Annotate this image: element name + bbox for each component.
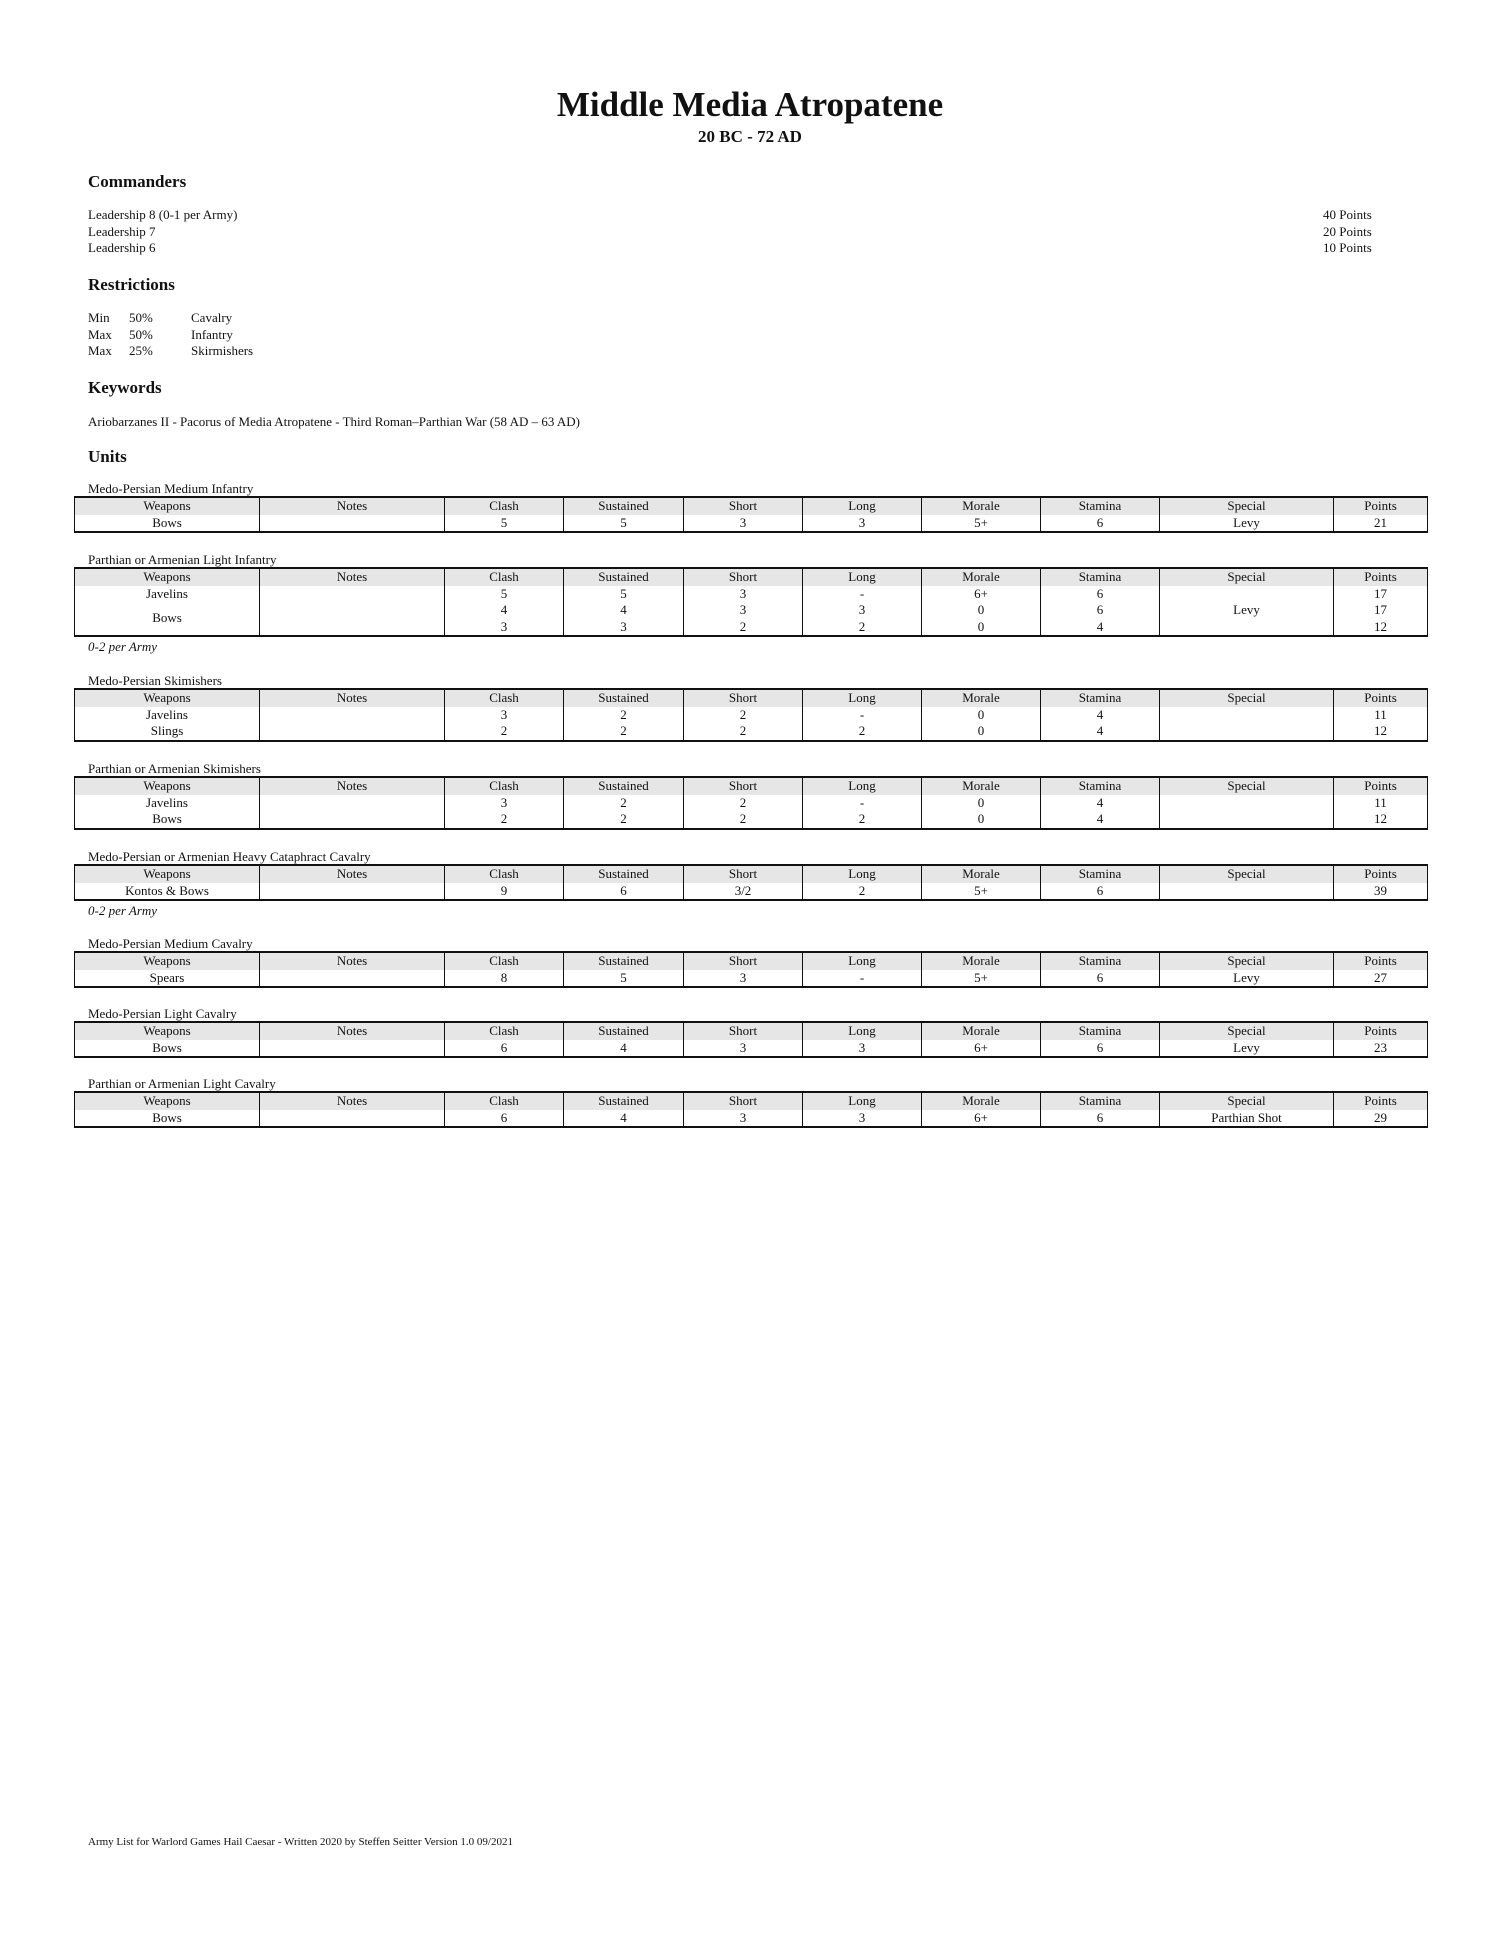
table-row (75, 515, 1428, 533)
cell-short: 3 (684, 1040, 803, 1058)
cell-notes (260, 707, 445, 724)
column-header-long: Long (803, 865, 922, 883)
column-header-sustained: Sustained (564, 497, 684, 515)
unit-stats-table (74, 1091, 1428, 1128)
column-header-points: Points (1334, 777, 1428, 795)
cell-points: 11 (1334, 707, 1428, 724)
cell-clash: 3 (445, 707, 564, 724)
cell-special: Parthian Shot (1160, 1110, 1334, 1128)
restriction-row (88, 343, 253, 360)
column-header-morale: Morale (922, 865, 1041, 883)
column-header-long: Long (803, 777, 922, 795)
column-header-stamina: Stamina (1041, 497, 1160, 515)
cell-long: 2 (803, 619, 922, 637)
page-title: Middle Media Atropatene (556, 85, 944, 124)
cell-weapons: Bows (75, 515, 260, 533)
unit-block (74, 936, 1428, 988)
cell-sustained: 2 (564, 707, 684, 724)
column-header-clash: Clash (445, 777, 564, 795)
column-header-clash: Clash (445, 952, 564, 970)
cell-notes (260, 586, 445, 603)
column-header-weapons: Weapons (75, 777, 260, 795)
cell-weapons: Slings (75, 723, 260, 741)
cell-special: Levy (1160, 1040, 1334, 1058)
cell-points: 21 (1334, 515, 1428, 533)
cell-clash: 3 (445, 795, 564, 812)
cell-stamina: 6 (1041, 1110, 1160, 1128)
unit-stats-table (74, 951, 1428, 988)
cell-morale: 0 (922, 795, 1041, 812)
cell-short: 3 (684, 515, 803, 533)
cell-stamina: 4 (1041, 707, 1160, 724)
column-header-notes: Notes (260, 568, 445, 586)
column-header-notes: Notes (260, 1092, 445, 1110)
table-header-row (75, 1022, 1428, 1040)
column-header-short: Short (684, 568, 803, 586)
column-header-notes: Notes (260, 1022, 445, 1040)
column-header-long: Long (803, 689, 922, 707)
cell-long: 3 (803, 515, 922, 533)
cell-clash: 6 (445, 1110, 564, 1128)
column-header-sustained: Sustained (564, 865, 684, 883)
column-header-stamina: Stamina (1041, 865, 1160, 883)
cell-weapons: Bows (75, 811, 260, 829)
cell-long: 2 (803, 811, 922, 829)
unit-block (74, 673, 1428, 742)
restriction-type: Max (88, 326, 112, 342)
table-row (75, 1110, 1428, 1128)
cell-long: 3 (803, 1110, 922, 1128)
table-header-row (75, 497, 1428, 515)
cell-points: 11 (1334, 795, 1428, 812)
cell-clash: 6 (445, 1040, 564, 1058)
cell-short: 2 (684, 811, 803, 829)
commanders-list (88, 207, 237, 257)
table-row (75, 1040, 1428, 1058)
column-header-notes: Notes (260, 952, 445, 970)
column-header-stamina: Stamina (1041, 689, 1160, 707)
cell-stamina: 6 (1041, 586, 1160, 603)
units-heading: Units (88, 447, 127, 466)
commander-label: Leadership 7 (88, 223, 156, 239)
table-row (75, 723, 1428, 741)
column-header-stamina: Stamina (1041, 1022, 1160, 1040)
cell-stamina: 4 (1041, 811, 1160, 829)
unit-name: Medo-Persian Light Cavalry (88, 1006, 237, 1021)
column-header-morale: Morale (922, 1022, 1041, 1040)
column-header-weapons: Weapons (75, 952, 260, 970)
cell-short: 2 (684, 795, 803, 812)
column-header-short: Short (684, 497, 803, 515)
unit-stats-table (74, 567, 1428, 637)
cell-special (1160, 707, 1334, 724)
cell-special (1160, 723, 1334, 741)
cell-weapons: Javelins (75, 795, 260, 812)
unit-stats-table (74, 688, 1428, 742)
column-header-points: Points (1334, 1022, 1428, 1040)
restriction-category: Infantry (191, 326, 233, 342)
cell-special (1160, 883, 1334, 901)
cell-stamina: 6 (1041, 602, 1160, 619)
cell-morale: 0 (922, 811, 1041, 829)
cell-sustained: 3 (564, 619, 684, 637)
cell-clash: 3 (445, 619, 564, 637)
cell-morale: 0 (922, 602, 1041, 619)
cell-morale: 5+ (922, 515, 1041, 533)
column-header-short: Short (684, 1022, 803, 1040)
column-header-weapons: Weapons (75, 497, 260, 515)
column-header-short: Short (684, 865, 803, 883)
cell-weapons: Kontos & Bows (75, 883, 260, 901)
cell-points: 12 (1334, 619, 1428, 637)
unit-name: Parthian or Armenian Light Infantry (88, 552, 277, 567)
footer-text: Army List for Warlord Games Hail Caesar - Written 2020 by Steffen Seitter Version 1.0 09/2021 (88, 1836, 513, 1848)
restrictions-table (88, 310, 253, 360)
column-header-weapons: Weapons (75, 865, 260, 883)
page-subtitle: 20 BC - 72 AD (698, 127, 802, 146)
column-header-sustained: Sustained (564, 777, 684, 795)
cell-clash: 5 (445, 515, 564, 533)
cell-short: 3 (684, 602, 803, 619)
cell-notes (260, 1040, 445, 1058)
column-header-clash: Clash (445, 1092, 564, 1110)
cell-short: 2 (684, 707, 803, 724)
cell-sustained: 5 (564, 970, 684, 988)
restriction-pct: 50% (129, 326, 153, 342)
column-header-short: Short (684, 689, 803, 707)
cell-long: 3 (803, 602, 922, 619)
commanders-points (1323, 207, 1372, 257)
unit-name: Parthian or Armenian Light Cavalry (88, 1076, 276, 1091)
unit-block (74, 1076, 1428, 1128)
column-header-special: Special (1160, 865, 1334, 883)
unit-block (74, 761, 1428, 830)
cell-sustained: 5 (564, 515, 684, 533)
table-row (75, 811, 1428, 829)
column-header-clash: Clash (445, 865, 564, 883)
column-header-special: Special (1160, 568, 1334, 586)
table-row (75, 795, 1428, 812)
cell-morale: 6+ (922, 1110, 1041, 1128)
column-header-weapons: Weapons (75, 1092, 260, 1110)
cell-weapons: Javelins (75, 586, 260, 603)
cell-stamina: 6 (1041, 970, 1160, 988)
restriction-row (88, 310, 253, 327)
unit-stats-table (74, 1021, 1428, 1058)
column-header-sustained: Sustained (564, 1022, 684, 1040)
unit-block (74, 849, 1428, 919)
commander-points: 10 Points (1323, 240, 1372, 255)
cell-notes (260, 1110, 445, 1128)
cell-morale: 6+ (922, 1040, 1041, 1058)
column-header-long: Long (803, 568, 922, 586)
cell-short: 2 (684, 619, 803, 637)
cell-stamina: 6 (1041, 1040, 1160, 1058)
cell-stamina: 4 (1041, 795, 1160, 812)
column-header-points: Points (1334, 568, 1428, 586)
column-header-sustained: Sustained (564, 568, 684, 586)
cell-sustained: 2 (564, 795, 684, 812)
unit-name: Medo-Persian Skimishers (88, 673, 222, 688)
cell-weapons: Javelins (75, 707, 260, 724)
table-header-row (75, 689, 1428, 707)
cell-clash: 8 (445, 970, 564, 988)
column-header-morale: Morale (922, 568, 1041, 586)
cell-sustained: 4 (564, 602, 684, 619)
cell-points: 12 (1334, 723, 1428, 741)
restriction-category: Skirmishers (191, 343, 254, 358)
column-header-long: Long (803, 1022, 922, 1040)
column-header-weapons: Weapons (75, 1022, 260, 1040)
restriction-pct: 25% (129, 343, 153, 358)
cell-weapons: Bows (75, 1040, 260, 1058)
cell-morale: 0 (922, 707, 1041, 724)
cell-sustained: 5 (564, 586, 684, 603)
column-header-weapons: Weapons (75, 568, 260, 586)
unit-note: 0-2 per Army (88, 639, 158, 654)
cell-clash: 9 (445, 883, 564, 901)
cell-weapons: Bows (75, 602, 260, 636)
cell-special: Levy (1160, 515, 1334, 533)
column-header-short: Short (684, 1092, 803, 1110)
cell-clash: 2 (445, 723, 564, 741)
cell-special (1160, 795, 1334, 812)
column-header-stamina: Stamina (1041, 952, 1160, 970)
column-header-special: Special (1160, 952, 1334, 970)
table-header-row (75, 777, 1428, 795)
column-header-special: Special (1160, 1022, 1334, 1040)
table-header-row (75, 952, 1428, 970)
column-header-morale: Morale (922, 1092, 1041, 1110)
column-header-special: Special (1160, 497, 1334, 515)
cell-points: 17 (1334, 602, 1428, 619)
cell-stamina: 6 (1041, 515, 1160, 533)
column-header-long: Long (803, 1092, 922, 1110)
cell-long: - (803, 707, 922, 724)
unit-note: 0-2 per Army (88, 903, 158, 918)
column-header-special: Special (1160, 777, 1334, 795)
keywords-heading: Keywords (88, 378, 162, 397)
unit-name: Medo-Persian or Armenian Heavy Cataphract Cavalry (88, 849, 371, 864)
table-row (75, 883, 1428, 901)
cell-notes (260, 795, 445, 812)
unit-stats-table (74, 864, 1428, 901)
column-header-sustained: Sustained (564, 689, 684, 707)
cell-short: 3 (684, 586, 803, 603)
cell-clash: 5 (445, 586, 564, 603)
cell-stamina: 4 (1041, 619, 1160, 637)
restriction-type: Min (88, 310, 110, 325)
unit-block (74, 1006, 1428, 1058)
commander-points: 20 Points (1323, 223, 1372, 239)
restrictions-heading: Restrictions (88, 275, 175, 294)
cell-short: 3/2 (684, 883, 803, 901)
column-header-short: Short (684, 777, 803, 795)
unit-block (74, 552, 1428, 655)
column-header-morale: Morale (922, 952, 1041, 970)
unit-name: Parthian or Armenian Skimishers (88, 761, 261, 776)
cell-long: 3 (803, 1040, 922, 1058)
cell-points: 12 (1334, 811, 1428, 829)
column-header-stamina: Stamina (1041, 777, 1160, 795)
commanders-heading: Commanders (88, 172, 187, 191)
cell-points: 17 (1334, 586, 1428, 603)
column-header-weapons: Weapons (75, 689, 260, 707)
table-header-row (75, 865, 1428, 883)
cell-sustained: 4 (564, 1040, 684, 1058)
cell-points: 27 (1334, 970, 1428, 988)
column-header-clash: Clash (445, 497, 564, 515)
cell-sustained: 2 (564, 723, 684, 741)
cell-long: - (803, 586, 922, 603)
cell-short: 3 (684, 970, 803, 988)
column-header-special: Special (1160, 689, 1334, 707)
cell-long: 2 (803, 723, 922, 741)
cell-points: 39 (1334, 883, 1428, 901)
commander-label: Leadership 6 (88, 240, 156, 255)
table-row (75, 707, 1428, 724)
column-header-morale: Morale (922, 497, 1041, 515)
unit-name: Medo-Persian Medium Cavalry (88, 936, 253, 951)
column-header-clash: Clash (445, 568, 564, 586)
cell-sustained: 4 (564, 1110, 684, 1128)
cell-notes (260, 883, 445, 901)
cell-sustained: 2 (564, 811, 684, 829)
cell-special (1160, 811, 1334, 829)
cell-notes (260, 811, 445, 829)
restriction-pct: 50% (129, 310, 153, 325)
column-header-notes: Notes (260, 777, 445, 795)
column-header-points: Points (1334, 497, 1428, 515)
column-header-long: Long (803, 497, 922, 515)
column-header-special: Special (1160, 1092, 1334, 1110)
table-header-row (75, 568, 1428, 586)
cell-notes (260, 970, 445, 988)
column-header-notes: Notes (260, 497, 445, 515)
column-header-sustained: Sustained (564, 1092, 684, 1110)
unit-stats-table (74, 496, 1428, 533)
cell-points: 23 (1334, 1040, 1428, 1058)
restriction-category: Cavalry (191, 310, 233, 325)
cell-clash: 2 (445, 811, 564, 829)
cell-notes (260, 602, 445, 636)
column-header-clash: Clash (445, 689, 564, 707)
cell-special: Levy (1160, 586, 1334, 637)
column-header-short: Short (684, 952, 803, 970)
restriction-type: Max (88, 343, 112, 358)
cell-morale: 0 (922, 619, 1041, 637)
cell-long: - (803, 795, 922, 812)
cell-short: 3 (684, 1110, 803, 1128)
column-header-stamina: Stamina (1041, 1092, 1160, 1110)
column-header-morale: Morale (922, 777, 1041, 795)
cell-weapons: Spears (75, 970, 260, 988)
cell-morale: 5+ (922, 970, 1041, 988)
column-header-points: Points (1334, 952, 1428, 970)
cell-clash: 4 (445, 602, 564, 619)
cell-morale: 6+ (922, 586, 1041, 603)
table-header-row (75, 1092, 1428, 1110)
restriction-row (88, 327, 253, 344)
cell-points: 29 (1334, 1110, 1428, 1128)
column-header-notes: Notes (260, 689, 445, 707)
table-row (75, 586, 1428, 603)
column-header-long: Long (803, 952, 922, 970)
cell-special: Levy (1160, 970, 1334, 988)
cell-stamina: 6 (1041, 883, 1160, 901)
unit-name: Medo-Persian Medium Infantry (88, 481, 254, 496)
cell-stamina: 4 (1041, 723, 1160, 741)
cell-notes (260, 515, 445, 533)
unit-stats-table (74, 776, 1428, 830)
column-header-stamina: Stamina (1041, 568, 1160, 586)
cell-long: - (803, 970, 922, 988)
cell-sustained: 6 (564, 883, 684, 901)
cell-weapons: Bows (75, 1110, 260, 1128)
cell-morale: 0 (922, 723, 1041, 741)
column-header-morale: Morale (922, 689, 1041, 707)
cell-notes (260, 723, 445, 741)
column-header-points: Points (1334, 865, 1428, 883)
column-header-points: Points (1334, 1092, 1428, 1110)
cell-morale: 5+ (922, 883, 1041, 901)
table-row (75, 970, 1428, 988)
column-header-sustained: Sustained (564, 952, 684, 970)
keywords-text: Ariobarzanes II - Pacorus of Media Atropatene - Third Roman–Parthian War (58 AD – 63 AD) (88, 414, 580, 429)
cell-short: 2 (684, 723, 803, 741)
column-header-points: Points (1334, 689, 1428, 707)
column-header-notes: Notes (260, 865, 445, 883)
commander-label: Leadership 8 (0-1 per Army) (88, 207, 238, 222)
column-header-clash: Clash (445, 1022, 564, 1040)
commander-points: 40 Points (1323, 207, 1372, 222)
unit-block (74, 481, 1428, 533)
cell-long: 2 (803, 883, 922, 901)
